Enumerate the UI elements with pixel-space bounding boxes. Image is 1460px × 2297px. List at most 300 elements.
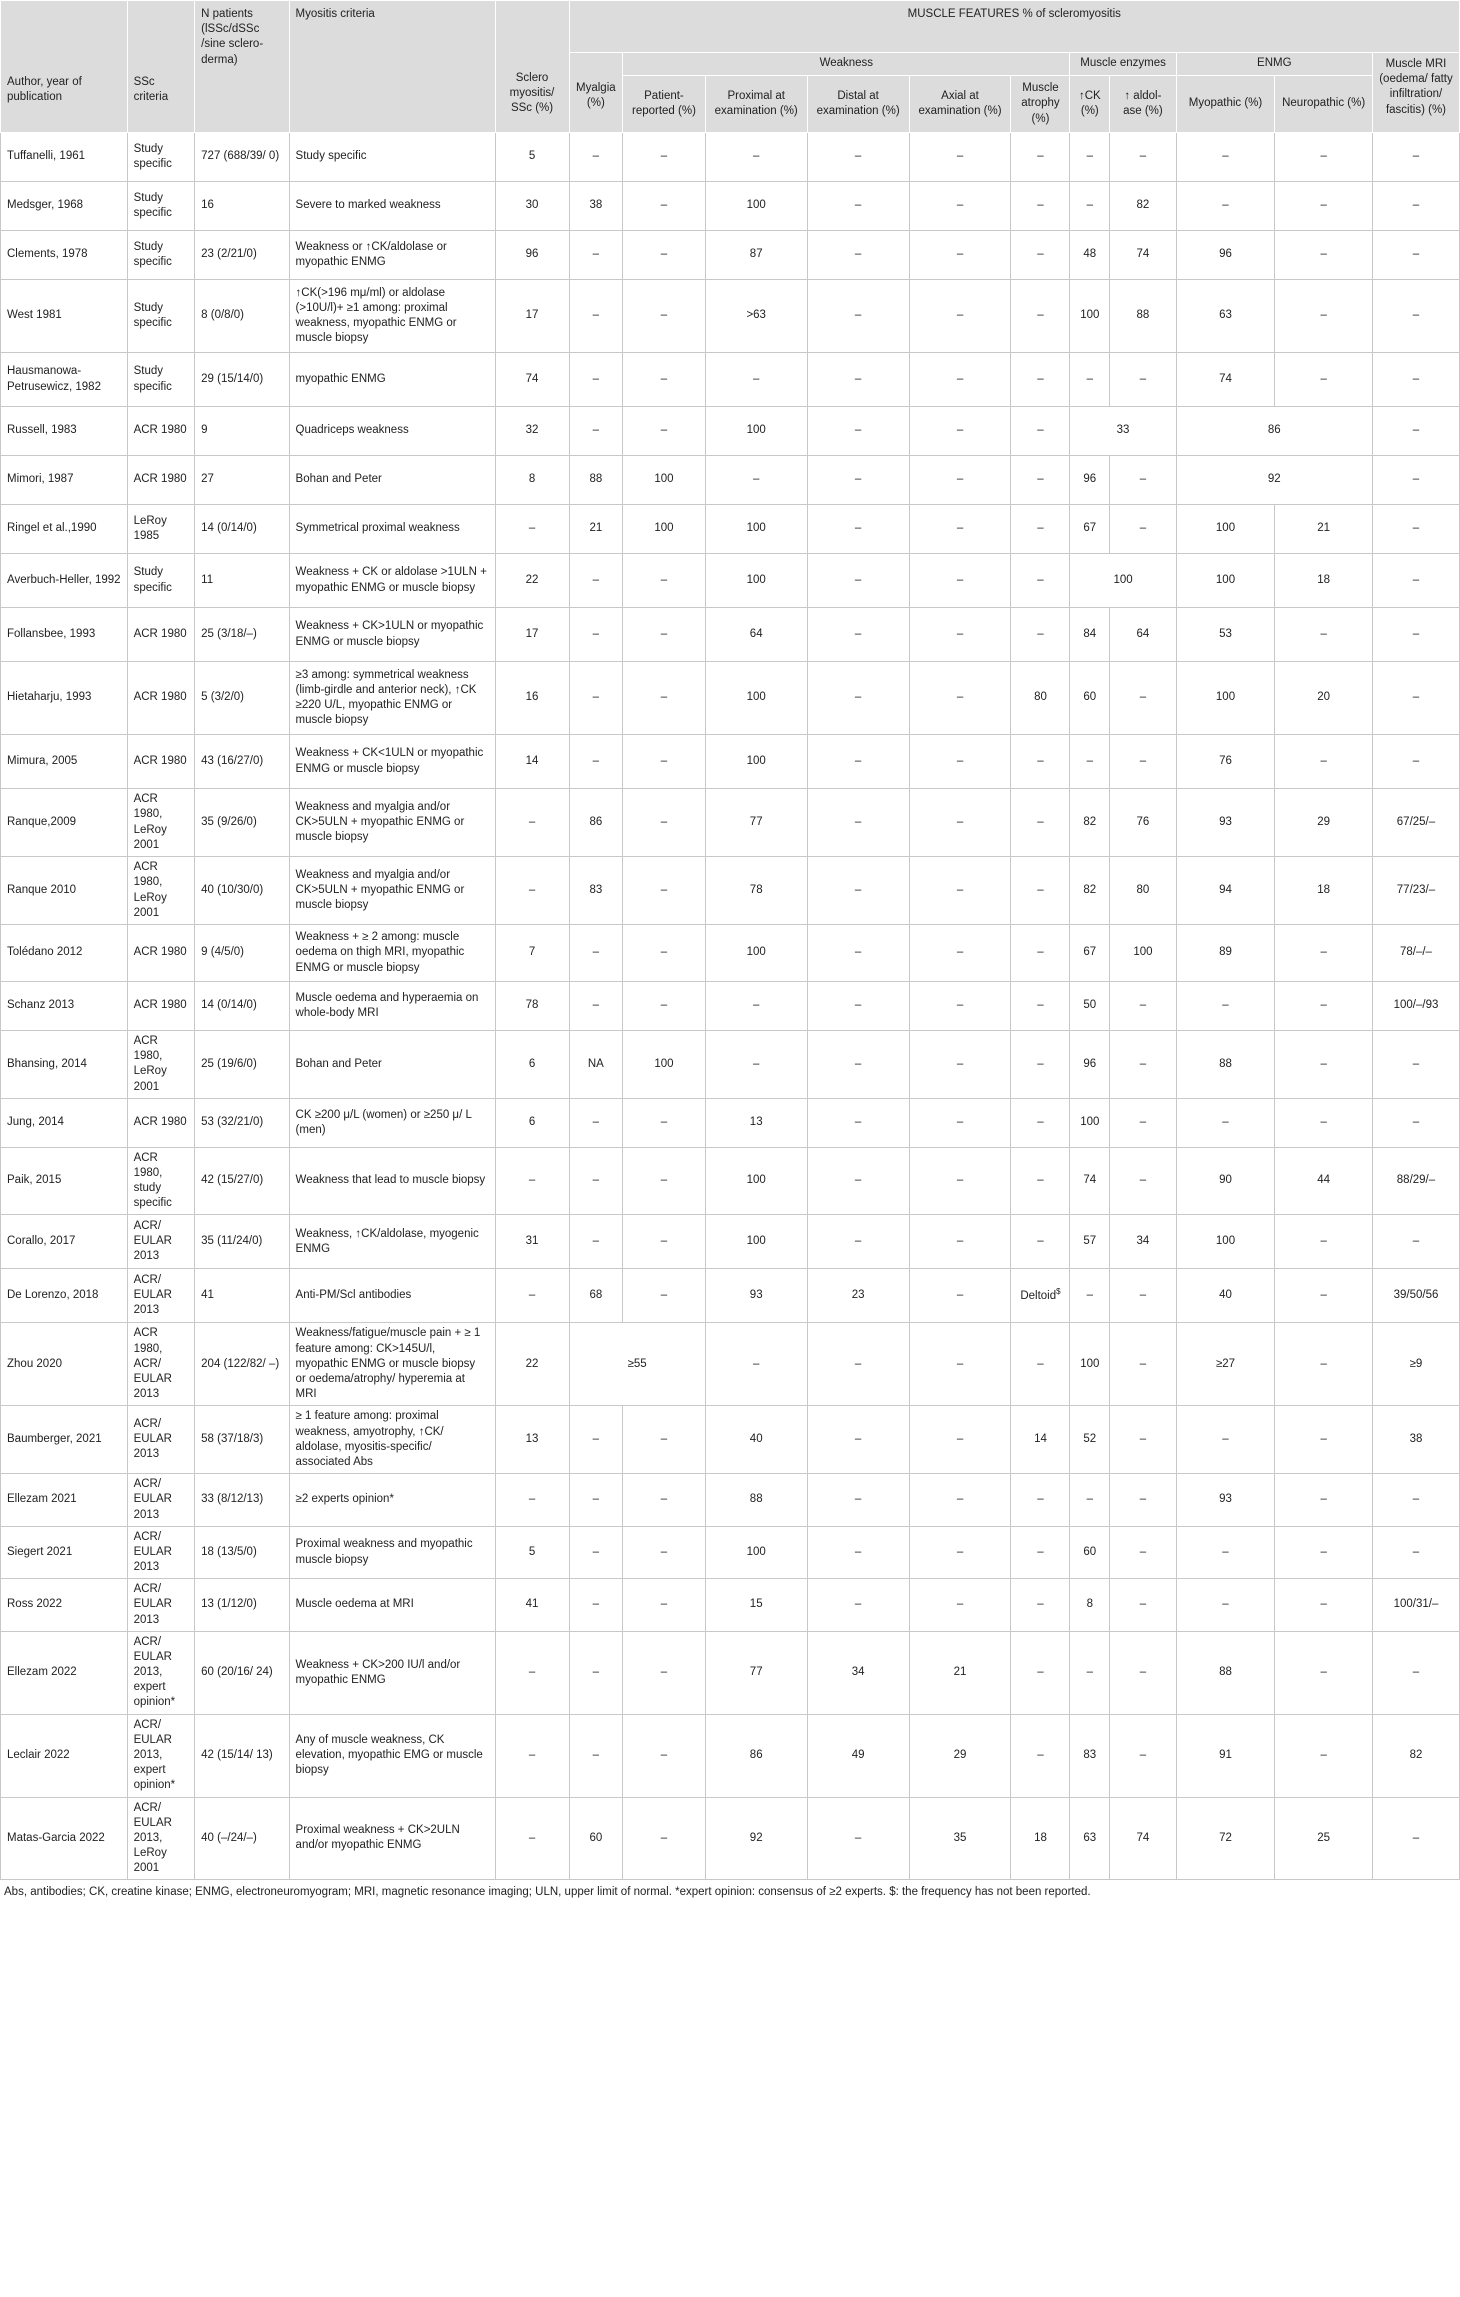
cell-atro: –	[1011, 1098, 1070, 1147]
cell-ck: 100	[1070, 280, 1110, 353]
cell-mri: –	[1372, 1474, 1459, 1527]
cell-n: 40 (–/24/–)	[195, 1797, 289, 1880]
cell-pat: –	[623, 925, 706, 982]
cell-prox: 100	[705, 1147, 807, 1215]
cell-scl: –	[495, 505, 569, 554]
cell-mri: 39/50/56	[1372, 1269, 1459, 1323]
cell-axial: –	[909, 1098, 1011, 1147]
cell-myal: –	[569, 1579, 623, 1632]
cell-ssc: ACR/ EULAR 2013, expert opinion*	[127, 1631, 195, 1714]
cell-myo: 100	[1176, 554, 1275, 608]
cell-dist: –	[807, 982, 909, 1031]
cell-crit: ↑CK(>196 mμ/ml) or aldolase (>10U/l)+ ≥1 among: proximal weakness, myopathic ENMG or muscle biopsy	[289, 280, 495, 353]
cell-crit: Weakness/fatigue/muscle pain + ≥ 1 feature among: CK>145U/l, myopathic ENMG or muscle biopsy or oedema/atrophy/ hyperemia at MRI	[289, 1323, 495, 1406]
cell-crit: Muscle oedema at MRI	[289, 1579, 495, 1632]
cell-axial: 35	[909, 1797, 1011, 1880]
cell-myo: ≥27	[1176, 1323, 1275, 1406]
cell-ck: 96	[1070, 456, 1110, 505]
cell-myo: 74	[1176, 353, 1275, 407]
cell-mri: 88/29/–	[1372, 1147, 1459, 1215]
table-row	[1, 1323, 1460, 1406]
cell-n: 727 (688/39/ 0)	[195, 133, 289, 182]
cell-mri: –	[1372, 231, 1459, 280]
cell-ck: 8	[1070, 1579, 1110, 1632]
cell-myo: 72	[1176, 1797, 1275, 1880]
cell-atro: –	[1011, 1631, 1070, 1714]
cell-myal: –	[569, 925, 623, 982]
cell-ald: –	[1110, 1474, 1177, 1527]
table-body	[1, 133, 1460, 1880]
cell-enmg: 86	[1176, 407, 1372, 456]
cell-myal: 21	[569, 505, 623, 554]
cell-axial: –	[909, 1147, 1011, 1215]
cell-ssc: ACR 1980	[127, 925, 195, 982]
cell-myal: 38	[569, 182, 623, 231]
col-ck: ↑CK (%)	[1070, 76, 1110, 133]
cell-myo: 88	[1176, 1031, 1275, 1099]
cell-ck: 48	[1070, 231, 1110, 280]
cell-neuro: –	[1275, 1714, 1373, 1797]
cell-axial: 21	[909, 1631, 1011, 1714]
cell-atro: –	[1011, 857, 1070, 925]
cell-pat: –	[623, 280, 706, 353]
cell-axial: –	[909, 505, 1011, 554]
cell-prox: 100	[705, 505, 807, 554]
cell-crit: ≥2 experts opinion*	[289, 1474, 495, 1527]
cell-axial: –	[909, 1269, 1011, 1323]
cell-author: Mimura, 2005	[1, 735, 128, 789]
cell-n: 33 (8/12/13)	[195, 1474, 289, 1527]
cell-ald: –	[1110, 133, 1177, 182]
cell-enz: 100	[1070, 554, 1176, 608]
footnote-marker: $	[1056, 1287, 1061, 1297]
cell-neuro: –	[1275, 1031, 1373, 1099]
cell-pat: –	[623, 353, 706, 407]
col-distal: Distal at examination (%)	[807, 76, 909, 133]
cell-axial: –	[909, 1323, 1011, 1406]
cell-author: Siegert 2021	[1, 1526, 128, 1579]
cell-atro: –	[1011, 982, 1070, 1031]
cell-myo: –	[1176, 1526, 1275, 1579]
cell-dist: –	[807, 554, 909, 608]
cell-mri: –	[1372, 280, 1459, 353]
cell-scl: 22	[495, 554, 569, 608]
cell-axial: –	[909, 407, 1011, 456]
cell-scl: 32	[495, 407, 569, 456]
cell-axial: –	[909, 554, 1011, 608]
cell-dist: –	[807, 1031, 909, 1099]
cell-atro: –	[1011, 735, 1070, 789]
table-row	[1, 1031, 1460, 1099]
cell-ald: 74	[1110, 1797, 1177, 1880]
cell-pat: –	[623, 982, 706, 1031]
cell-mri: –	[1372, 1098, 1459, 1147]
cell-ssc: ACR/ EULAR 2013, LeRoy 2001	[127, 1797, 195, 1880]
cell-myo: 53	[1176, 608, 1275, 662]
cell-neuro: –	[1275, 925, 1373, 982]
table-row	[1, 857, 1460, 925]
cell-dist: –	[807, 1147, 909, 1215]
cell-ck: 84	[1070, 608, 1110, 662]
cell-neuro: 18	[1275, 857, 1373, 925]
cell-mri: 67/25/–	[1372, 789, 1459, 857]
cell-myo: –	[1176, 982, 1275, 1031]
cell-ssc: ACR 1980	[127, 407, 195, 456]
cell-ck: 57	[1070, 1215, 1110, 1269]
cell-pat: –	[623, 1631, 706, 1714]
cell-n: 27	[195, 456, 289, 505]
cell-scl: 6	[495, 1098, 569, 1147]
cell-ald: 100	[1110, 925, 1177, 982]
cell-crit: Weakness and myalgia and/or CK>5ULN + myopathic ENMG or muscle biopsy	[289, 789, 495, 857]
cell-myo: 89	[1176, 925, 1275, 982]
cell-dist: –	[807, 1579, 909, 1632]
cell-axial: –	[909, 182, 1011, 231]
cell-mri: –	[1372, 407, 1459, 456]
cell-crit: Study specific	[289, 133, 495, 182]
cell-ald: 80	[1110, 857, 1177, 925]
cell-n: 60 (20/16/ 24)	[195, 1631, 289, 1714]
cell-n: 53 (32/21/0)	[195, 1098, 289, 1147]
cell-dist: –	[807, 857, 909, 925]
cell-myo: 100	[1176, 505, 1275, 554]
cell-ald: 76	[1110, 789, 1177, 857]
cell-prox: 92	[705, 1797, 807, 1880]
cell-neuro: –	[1275, 608, 1373, 662]
cell-mri: –	[1372, 505, 1459, 554]
cell-mri: 77/23/–	[1372, 857, 1459, 925]
cell-author: Ellezam 2021	[1, 1474, 128, 1527]
cell-scl: 30	[495, 182, 569, 231]
cell-neuro: 29	[1275, 789, 1373, 857]
cell-scl: 14	[495, 735, 569, 789]
table-row	[1, 1098, 1460, 1147]
cell-author: Jung, 2014	[1, 1098, 128, 1147]
col-atrophy: Muscle atrophy (%)	[1011, 76, 1070, 133]
cell-myal: –	[569, 982, 623, 1031]
col-myositis-criteria: Myositis criteria	[289, 1, 495, 133]
cell-myal: –	[569, 231, 623, 280]
cell-ssc: ACR/ EULAR 2013	[127, 1474, 195, 1527]
col-n-patients: N patients (lSSc/dSSc /sine sclero-derma)	[195, 1, 289, 133]
table-row	[1, 1714, 1460, 1797]
cell-ssc: ACR 1980	[127, 608, 195, 662]
cell-dist: –	[807, 735, 909, 789]
cell-ssc: ACR 1980, study specific	[127, 1147, 195, 1215]
table-row	[1, 1215, 1460, 1269]
cell-axial: 29	[909, 1714, 1011, 1797]
cell-ald: –	[1110, 1579, 1177, 1632]
col-muscle-mri: Muscle MRI (oedema/ fatty infiltration/ fascitis) (%)	[1372, 53, 1459, 133]
cell-pat: –	[623, 1579, 706, 1632]
cell-myal: –	[569, 1406, 623, 1474]
cell-dist: –	[807, 1098, 909, 1147]
cell-axial: –	[909, 857, 1011, 925]
cell-myo: 40	[1176, 1269, 1275, 1323]
cell-pat: –	[623, 662, 706, 735]
cell-author: Ross 2022	[1, 1579, 128, 1632]
cell-ck: –	[1070, 1474, 1110, 1527]
cell-myo: 94	[1176, 857, 1275, 925]
cell-mri: –	[1372, 1526, 1459, 1579]
cell-n: 9 (4/5/0)	[195, 925, 289, 982]
cell-ald: –	[1110, 1147, 1177, 1215]
cell-myal: –	[569, 1631, 623, 1714]
cell-mri: –	[1372, 1797, 1459, 1880]
cell-scl: 78	[495, 982, 569, 1031]
cell-ald: –	[1110, 1714, 1177, 1797]
cell-mri: –	[1372, 735, 1459, 789]
cell-author: Averbuch-Heller, 1992	[1, 554, 128, 608]
cell-mri: –	[1372, 456, 1459, 505]
cell-ssc: Study specific	[127, 231, 195, 280]
cell-dist: –	[807, 182, 909, 231]
cell-ald: –	[1110, 735, 1177, 789]
cell-dist: –	[807, 505, 909, 554]
col-ssc-criteria: SSc criteria	[127, 1, 195, 133]
cell-ald: –	[1110, 1098, 1177, 1147]
cell-crit: ≥3 among: symmetrical weakness (limb-girdle and anterior neck), ↑CK ≥220 U/L, myopathic ENMG or muscle biopsy	[289, 662, 495, 735]
cell-author: Corallo, 2017	[1, 1215, 128, 1269]
cell-ssc: ACR/ EULAR 2013, expert opinion*	[127, 1714, 195, 1797]
cell-scl: 41	[495, 1579, 569, 1632]
cell-dist: 23	[807, 1269, 909, 1323]
cell-dist: –	[807, 789, 909, 857]
cell-ssc: ACR/ EULAR 2013	[127, 1269, 195, 1323]
table-row	[1, 1147, 1460, 1215]
cell-ald: –	[1110, 1323, 1177, 1406]
cell-prox: –	[705, 353, 807, 407]
cell-prox: 100	[705, 554, 807, 608]
cell-prox: 64	[705, 608, 807, 662]
cell-pat: –	[623, 1098, 706, 1147]
table-row	[1, 982, 1460, 1031]
cell-myo: –	[1176, 1406, 1275, 1474]
cell-atro: –	[1011, 1147, 1070, 1215]
cell-neuro: –	[1275, 1323, 1373, 1406]
cell-ald: –	[1110, 505, 1177, 554]
cell-axial: –	[909, 1474, 1011, 1527]
cell-crit: Proximal weakness and myopathic muscle biopsy	[289, 1526, 495, 1579]
cell-myal: –	[569, 608, 623, 662]
cell-mri: –	[1372, 662, 1459, 735]
cell-pat: 100	[623, 456, 706, 505]
cell-ssc: ACR 1980, LeRoy 2001	[127, 789, 195, 857]
table-row	[1, 280, 1460, 353]
cell-pat: –	[623, 1215, 706, 1269]
muscle-features-group: MUSCLE FEATURES % of scleromyositis	[569, 1, 1459, 53]
cell-ssc: LeRoy 1985	[127, 505, 195, 554]
cell-pat: –	[623, 1526, 706, 1579]
cell-ck: –	[1070, 1269, 1110, 1323]
cell-author: Hietaharju, 1993	[1, 662, 128, 735]
cell-ck: –	[1070, 133, 1110, 182]
cell-pat: –	[623, 407, 706, 456]
cell-ck: 100	[1070, 1098, 1110, 1147]
cell-neuro: 18	[1275, 554, 1373, 608]
cell-author: Tuffanelli, 1961	[1, 133, 128, 182]
cell-neuro: 44	[1275, 1147, 1373, 1215]
table-row	[1, 231, 1460, 280]
cell-atro: –	[1011, 133, 1070, 182]
cell-n: 35 (9/26/0)	[195, 789, 289, 857]
cell-dist: –	[807, 1406, 909, 1474]
cell-ck: 60	[1070, 662, 1110, 735]
cell-scl: 7	[495, 925, 569, 982]
cell-crit: Weakness + CK<1ULN or myopathic ENMG or muscle biopsy	[289, 735, 495, 789]
cell-author: West 1981	[1, 280, 128, 353]
cell-axial: –	[909, 662, 1011, 735]
cell-pat: –	[623, 554, 706, 608]
cell-mri: 78/–/–	[1372, 925, 1459, 982]
cell-ck: 82	[1070, 857, 1110, 925]
cell-scl: 17	[495, 608, 569, 662]
cell-prox: 86	[705, 1714, 807, 1797]
cell-dist: –	[807, 1474, 909, 1527]
cell-ck: –	[1070, 735, 1110, 789]
cell-atro: –	[1011, 280, 1070, 353]
table-row	[1, 735, 1460, 789]
cell-myo: –	[1176, 133, 1275, 182]
cell-mri: –	[1372, 1031, 1459, 1099]
cell-myal: –	[569, 133, 623, 182]
cell-prox: 88	[705, 1474, 807, 1527]
cell-myal: –	[569, 1215, 623, 1269]
cell-atro: –	[1011, 1215, 1070, 1269]
cell-ald: 88	[1110, 280, 1177, 353]
cell-atro: 80	[1011, 662, 1070, 735]
cell-ck: 67	[1070, 925, 1110, 982]
cell-dist: –	[807, 1797, 909, 1880]
cell-atro: –	[1011, 1474, 1070, 1527]
cell-scl: –	[495, 1797, 569, 1880]
cell-scl: 96	[495, 231, 569, 280]
cell-prox: 77	[705, 1631, 807, 1714]
enmg-group: ENMG	[1176, 53, 1372, 76]
cell-crit: Bohan and Peter	[289, 456, 495, 505]
cell-atro: –	[1011, 1526, 1070, 1579]
cell-pat: 100	[623, 505, 706, 554]
cell-crit: Weakness and myalgia and/or CK>5ULN + myopathic ENMG or muscle biopsy	[289, 857, 495, 925]
cell-author: Mimori, 1987	[1, 456, 128, 505]
cell-mri: ≥9	[1372, 1323, 1459, 1406]
cell-ssc: ACR/ EULAR 2013	[127, 1406, 195, 1474]
table-row	[1, 353, 1460, 407]
cell-axial: –	[909, 1406, 1011, 1474]
cell-ssc: ACR 1980	[127, 1098, 195, 1147]
col-author: Author, year of publication	[1, 1, 128, 133]
cell-prox: 100	[705, 925, 807, 982]
cell-neuro: 25	[1275, 1797, 1373, 1880]
cell-ck: 67	[1070, 505, 1110, 554]
cell-author: Follansbee, 1993	[1, 608, 128, 662]
cell-pat: –	[623, 133, 706, 182]
cell-ald: –	[1110, 982, 1177, 1031]
cell-neuro: 21	[1275, 505, 1373, 554]
cell-scl: 17	[495, 280, 569, 353]
cell-neuro: –	[1275, 1474, 1373, 1527]
cell-neuro: –	[1275, 1269, 1373, 1323]
cell-axial: –	[909, 280, 1011, 353]
cell-prox: –	[705, 1323, 807, 1406]
cell-n: 40 (10/30/0)	[195, 857, 289, 925]
table-row	[1, 608, 1460, 662]
cell-myo: 100	[1176, 1215, 1275, 1269]
cell-prox: 77	[705, 789, 807, 857]
cell-myal: –	[569, 353, 623, 407]
cell-myo: –	[1176, 182, 1275, 231]
cell-scl: 8	[495, 456, 569, 505]
cell-scl: 74	[495, 353, 569, 407]
cell-axial: –	[909, 735, 1011, 789]
cell-n: 14 (0/14/0)	[195, 505, 289, 554]
cell-n: 41	[195, 1269, 289, 1323]
cell-atro: –	[1011, 1579, 1070, 1632]
cell-ssc: ACR/ EULAR 2013	[127, 1579, 195, 1632]
cell-n: 9	[195, 407, 289, 456]
cell-myal: –	[569, 1098, 623, 1147]
cell-mri: –	[1372, 1215, 1459, 1269]
cell-atro: 18	[1011, 1797, 1070, 1880]
cell-neuro: –	[1275, 182, 1373, 231]
cell-ssc: Study specific	[127, 133, 195, 182]
table-row	[1, 1406, 1460, 1474]
cell-ck: 96	[1070, 1031, 1110, 1099]
cell-scl: 5	[495, 1526, 569, 1579]
cell-neuro: –	[1275, 353, 1373, 407]
cell-prox: –	[705, 456, 807, 505]
cell-myal: –	[569, 280, 623, 353]
cell-atro: –	[1011, 789, 1070, 857]
cell-n: 58 (37/18/3)	[195, 1406, 289, 1474]
cell-neuro: –	[1275, 982, 1373, 1031]
table-row	[1, 1526, 1460, 1579]
cell-ald: 64	[1110, 608, 1177, 662]
cell-prox: 100	[705, 1526, 807, 1579]
cell-mri: 82	[1372, 1714, 1459, 1797]
cell-ck: 50	[1070, 982, 1110, 1031]
cell-myal: 60	[569, 1797, 623, 1880]
cell-crit: Bohan and Peter	[289, 1031, 495, 1099]
cell-crit: Weakness or ↑CK/aldolase or myopathic ENMG	[289, 231, 495, 280]
cell-scl: –	[495, 1474, 569, 1527]
cell-ald: 82	[1110, 182, 1177, 231]
cell-atro: –	[1011, 925, 1070, 982]
cell-scl: –	[495, 1631, 569, 1714]
cell-crit: Weakness, ↑CK/aldolase, myogenic ENMG	[289, 1215, 495, 1269]
cell-mri: –	[1372, 1631, 1459, 1714]
cell-ssc: Study specific	[127, 554, 195, 608]
cell-ck: 83	[1070, 1714, 1110, 1797]
cell-axial: –	[909, 789, 1011, 857]
cell-myal: 68	[569, 1269, 623, 1323]
cell-pat: –	[623, 1714, 706, 1797]
cell-dist: –	[807, 1215, 909, 1269]
cell-myo: 100	[1176, 662, 1275, 735]
cell-scl: –	[495, 789, 569, 857]
cell-myal: –	[569, 554, 623, 608]
cell-dist: 34	[807, 1631, 909, 1714]
cell-crit: Weakness + CK>1ULN or myopathic ENMG or muscle biopsy	[289, 608, 495, 662]
cell-axial: –	[909, 982, 1011, 1031]
cell-author: Russell, 1983	[1, 407, 128, 456]
cell-pat: –	[623, 1474, 706, 1527]
cell-n: 42 (15/14/ 13)	[195, 1714, 289, 1797]
cell-pat: –	[623, 789, 706, 857]
cell-neuro: –	[1275, 1406, 1373, 1474]
cell-prox: 100	[705, 407, 807, 456]
cell-crit: Proximal weakness + CK>2ULN and/or myopathic ENMG	[289, 1797, 495, 1880]
